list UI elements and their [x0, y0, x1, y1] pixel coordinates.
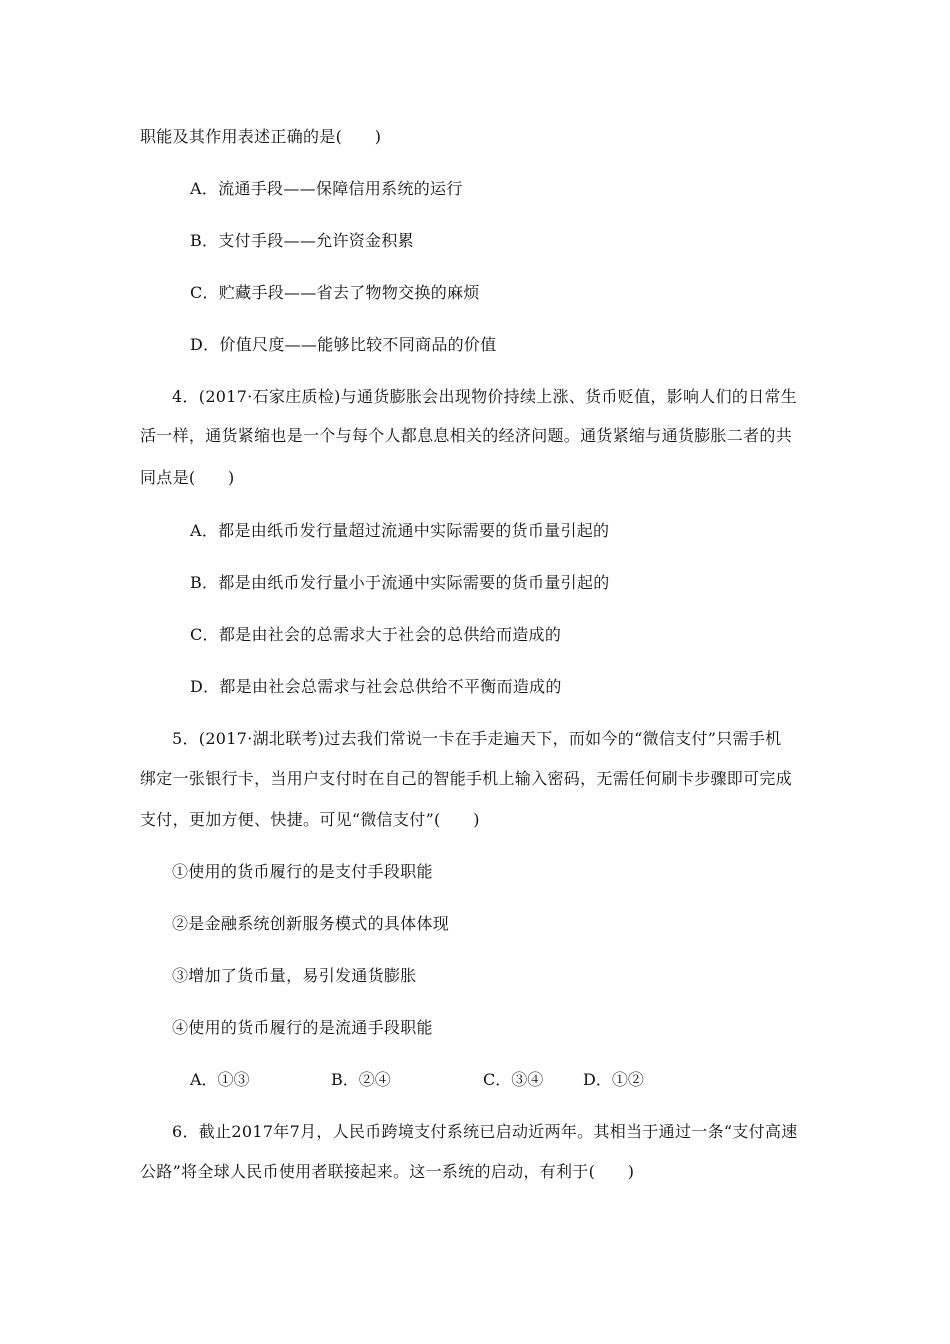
q5-choice-b: B．②④ — [331, 1070, 391, 1089]
q4-stem-line-2: 活一样，通货紧缩也是一个与每个人都息息相关的经济问题。通货紧缩与通货膨胀二者的共 — [140, 426, 793, 445]
q5-statement-4: ④使用的货币履行的是流通手段职能 — [172, 1018, 433, 1037]
q4-option-a: A．都是由纸币发行量超过流通中实际需要的货币量引起的 — [190, 521, 610, 540]
q4-stem-line-1: 4．(2017·石家庄质检)与通货膨胀会出现物价持续上涨、货币贬值，影响人们的日常生 — [172, 387, 798, 406]
q6-stem-line-1: 6．截止2017年7月，人民币跨境支付系统已启动近两年。其相当于通过一条“支付高速 — [172, 1122, 798, 1141]
q5-choice-a: A．①③ — [190, 1070, 250, 1089]
q3-option-c: C．贮藏手段——省去了物物交换的麻烦 — [190, 283, 480, 302]
q5-statement-1: ①使用的货币履行的是支付手段职能 — [172, 862, 433, 881]
q3-option-d: D．价值尺度——能够比较不同商品的价值 — [190, 335, 497, 354]
q4-stem-line-3: 同点是( ) — [140, 468, 235, 487]
q5-choice-d: D．①② — [583, 1070, 644, 1089]
q4-option-b: B．都是由纸币发行量小于流通中实际需要的货币量引起的 — [190, 573, 610, 592]
q3-stem-tail: 职能及其作用表述正确的是( ) — [140, 127, 382, 146]
q5-statement-3: ③增加了货币量，易引发通货膨胀 — [172, 966, 417, 985]
q4-option-c: C．都是由社会的总需求大于社会的总供给而造成的 — [190, 625, 562, 644]
q3-option-a: A．流通手段——保障信用系统的运行 — [190, 179, 463, 198]
q5-choices — [0, 1068, 950, 1092]
q4-option-d: D．都是由社会总需求与社会总供给不平衡而造成的 — [190, 677, 562, 696]
q5-stem-line-2: 绑定一张银行卡，当用户支付时在自己的智能手机上输入密码，无需任何刷卡步骤即可完成 — [140, 769, 793, 788]
q6-stem-line-2: 公路”将全球人民币使用者联接起来。这一系统的启动，有利于( ) — [140, 1162, 635, 1181]
q3-option-b: B．支付手段——允许资金积累 — [190, 231, 414, 250]
q5-stem-line-3: 支付，更加方便、快捷。可见“微信支付”( ) — [140, 810, 480, 829]
q5-choice-c: C．③④ — [483, 1070, 544, 1089]
q5-stem-line-1: 5．(2017·湖北联考)过去我们常说一卡在手走遍天下，而如今的“微信支付”只需手机 — [172, 729, 782, 748]
q5-statement-2: ②是金融系统创新服务模式的具体体现 — [172, 914, 450, 933]
